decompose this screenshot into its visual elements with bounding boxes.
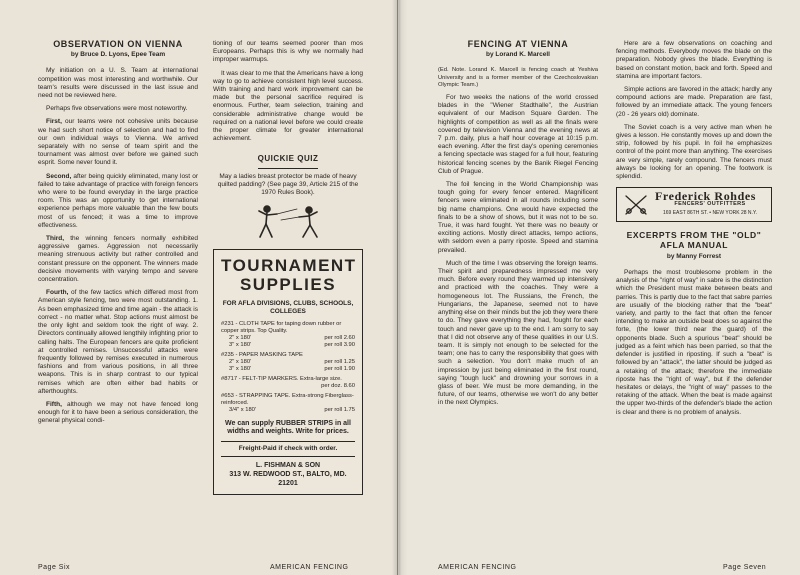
page-gutter xyxy=(392,0,408,575)
magazine-name: AMERICAN FENCING xyxy=(438,564,517,571)
quiz-text: May a ladies breast protector be made of heavy quilted padding? (See page 39, Article 215 of the 1970 Rules Book). xyxy=(217,172,359,197)
tournament-supplies-ad xyxy=(213,249,363,495)
paragraph: Second, after being quickly eliminated, many lost or failed to take advantage of practice with foreign fencers who were to be found everyday in the large practice room. This was an opportunity to get international experience perhaps more valuable than the few bouts most of us fenced; it was a time to improve effectiveness. xyxy=(38,172,198,229)
left-column-1 xyxy=(38,40,198,431)
article-title: FENCING AT VIENNA xyxy=(467,39,569,49)
paragraph: My initiation on a U. S. Team at international competition was most interesting and worthwhile. Our team's results were discussed in the last issue and need not be reviewed here. xyxy=(38,67,198,100)
article-byline: by Lorand K. Marcell xyxy=(486,51,550,59)
ad-freight-note: Freight-Paid if check with order. xyxy=(221,441,355,457)
ad-item-list xyxy=(221,321,355,414)
right-page xyxy=(398,0,800,575)
ad-strips-note: We can supply RUBBER STRIPS in all widths and weights. Write for prices. xyxy=(225,419,351,436)
paragraph: First, our teams were not cohesive units because we had such short notice of selection and had to find our own individual ways to Vienna. We arrived separately with no sense of team spirit and the tournament was almost over before we gained such esprit. Some never found it. xyxy=(38,118,198,167)
paragraph: Much of the time I was observing the foreign teams. Their spirit and preparedness impressed me very much. Before every round they warmed up intensively and practiced with the coaches. They were a homogeneous lot. The Russians, the French, the Hungarians, the Japanese, seemed not to have anything else on their minds but the job they were there to do. They gave everything they had, fought for each touch and never gave up to the end. I am sorry to say that I did not observe any of these qualities in our U.S. team. It is simply not enough to be selected for the team; one has to carry the responsibility that goes with such a selection. You don't make much of an impression by just being eliminated in the first round, saying "tough luck" and drowning your sorrows in a glass of beer. We must be more demanding, in the future, of our teams, otherwise we won't do any better in the next Olympics. xyxy=(438,259,598,407)
left-column-2 xyxy=(213,40,363,495)
paragraph: It was clear to me that the Americans have a long way to go to achieve consistent high level success. With training and hard work improvement can be made but the personal sacrifice required is enormous. Further, team selection, training and considerable administrative change would be required on a national level before we could create the proper climate for greater international achievement. xyxy=(213,69,363,143)
paragraph: Perhaps five observations were most noteworthy. xyxy=(46,105,188,113)
ad-subhead: FOR AFLA DIVISIONS, CLUBS, SCHOOLS, COLLEGES xyxy=(222,300,354,316)
ad-headline: SUPPLIES xyxy=(239,275,337,295)
ad-item: #653 - STRAPPING TAPE. Extra-strong Fiberglass-reinforced. 3/4" x 180' per roll 1.75 xyxy=(221,392,355,413)
paragraph: tioning of our teams seemed poorer than mos Europeans. Perhaps this is why we normally had improper warmups. xyxy=(213,40,363,64)
paragraph: Third, the winning fencers normally exhibited aggressive games. Aggression not necessarily meaning strenuous activity but rather controlled and constant pressure on the opponent. The winners made decisive movements with varying tempo and severe concentration. xyxy=(38,235,198,284)
paragraph: Simple actions are favored in the attack; hardly any compound actions are made. Preparation are fast, followed by an immediate attack. The young fencers (20 - 26 years old) dominate. xyxy=(616,86,772,118)
page-number: Page Six xyxy=(38,564,71,571)
editor-note: (Ed. Note. Lorand K. Marcell is fencing coach at Yeshiva University and is a former member of the Czechoslovakian Olympic Team.) xyxy=(438,67,598,88)
paragraph: Here are a few observations on coaching and fencing methods. Everybody moves the blade on the preparation. Nobody gives the blade. Everything is based on constant motion, back and forth. Speed and stamina are important factors. xyxy=(616,40,772,80)
paragraph: Perhaps the most troublesome problem in the analysis of the "right of way" in sabre is the distinction which the President must make between beats and parries. This is partly due to the fact that sabre parries are usually of the blocking rather that the "beat" variety, and partly to the fact that often the fencer intending to make an outside beat does so against the forte, (the lower third near the guard) of the opponents blade. Such a spurious "beat" should be judged as a feint which has been parried, so that the defender is justified in riposting. If such a "beat" is followed by an "attack", the latter should be judged as a retaking of the attack; therefore the immediate riposte has the "right of way", but if the defender hesitates or delays, the "right of way" passes to the retaking of the attack. When the beat is made against the upper two-thirds of the defender's blade the action is clear and there is no problem of analysis. xyxy=(616,269,772,416)
paragraph: The foil fencing in the World Championship was tough going for every fencer entered. Magnificent fencers were eliminated in all rounds including some big name champions. One would have expected the finals to be a show of shows, but it was not to be so. True, it was hard fought. Yet there was no beauty or exciting actions. Mostly direct attacks, tempo actions, with seldom even a parry riposte. Speed and stamina prevailed. xyxy=(438,181,598,254)
fencers-illustration xyxy=(253,203,323,241)
ad-item: #235 - PAPER MASKING TAPE 2" x 180' per roll 1.25 3" x 180' per roll 1.90 xyxy=(221,351,355,372)
divider xyxy=(258,168,318,169)
quiz-title: QUICKIE QUIZ xyxy=(257,154,319,164)
rohdes-address: 169 EAST 86TH ST. • NEW YORK 28 N.Y. xyxy=(662,209,757,216)
right-column-1 xyxy=(438,40,598,413)
excerpts-byline: by Manny Forrest xyxy=(666,252,722,260)
paragraph: Fifth, although we may not have fenced long enough for it to have been a serious consideration, the general physical condi- xyxy=(38,400,198,425)
rohdes-ad xyxy=(616,187,772,222)
crossed-swords-icon xyxy=(623,193,649,217)
page-number: Page Seven xyxy=(723,564,767,571)
ad-item: #8717 - FELT-TIP MARKERS. Extra-large size. per doz. 8.60 xyxy=(221,375,355,389)
magazine-name: AMERICAN FENCING xyxy=(270,564,349,571)
right-column-2 xyxy=(616,40,772,422)
article-title: OBSERVATION ON VIENNA xyxy=(53,39,183,49)
rohdes-name: Frederick Rohdes xyxy=(655,189,757,204)
paragraph: The Soviet coach is a very active man when he gives a lesson. He constantly moves up and down the strip, followed by his pupil. In foil he emphasizes control of the point more than anything. The exercises are very simple, rarely compound. The fencers must always be looking for an opening. The footwork is splendid. xyxy=(616,123,772,181)
paragraph: For two weeks the nations of the world crossed blades in the "Wiener Stadthalle", the Austrian equivalent of our Madison Square Garden. The highlights of competition as well as all the finals were covered by television Vienna and the evening news at 7 p.m. daily, plus a half hour coverage at 10:15 p.m. each evening. After the first day's opening ceremonies a fencing spectacle was staged for a full hour, featuring historical fencing scenes by the Banik Riegel Fencing Club of Prague. xyxy=(438,94,598,175)
left-page xyxy=(0,0,398,575)
ad-store-address: 313 W. REDWOOD ST., BALTO, MD. 21201 xyxy=(229,470,347,487)
ad-item: #231 - CLOTH TAPE for taping down rubber or copper strips. Top Quality. 2" x 180' per roll 2.60 3" x 180' per roll 3.90 xyxy=(221,320,355,348)
ad-headline: TOURNAMENT xyxy=(221,256,357,276)
excerpts-title: EXCERPTS FROM THE "OLD" AFLA MANUAL xyxy=(626,229,762,250)
article-byline: by Bruce D. Lyons, Epee Team xyxy=(70,51,166,59)
rohdes-tagline: FENCERS' OUTFITTERS xyxy=(674,201,746,208)
paragraph: Fourth, of the few tactics which differed most from American style fencing, two were most outstanding. 1. As been emphasized time and time again - the attack is correct - no matter what. Stop actions must almost be the only light and seldom took the right of way. 2. Directors continually allowed lengthily infighting prior to calling halts. The European fencers are quite proficient at controlled remises. Unsuccessful attacks were frequently followed by remises executed in numerous fashions and from various positions, in all three weapons. This is in sharp contrast to our typical remises which are often either bad habits or afterthoughts. xyxy=(38,289,198,395)
ad-store-name: L. FISHMAN & SON xyxy=(255,461,321,469)
